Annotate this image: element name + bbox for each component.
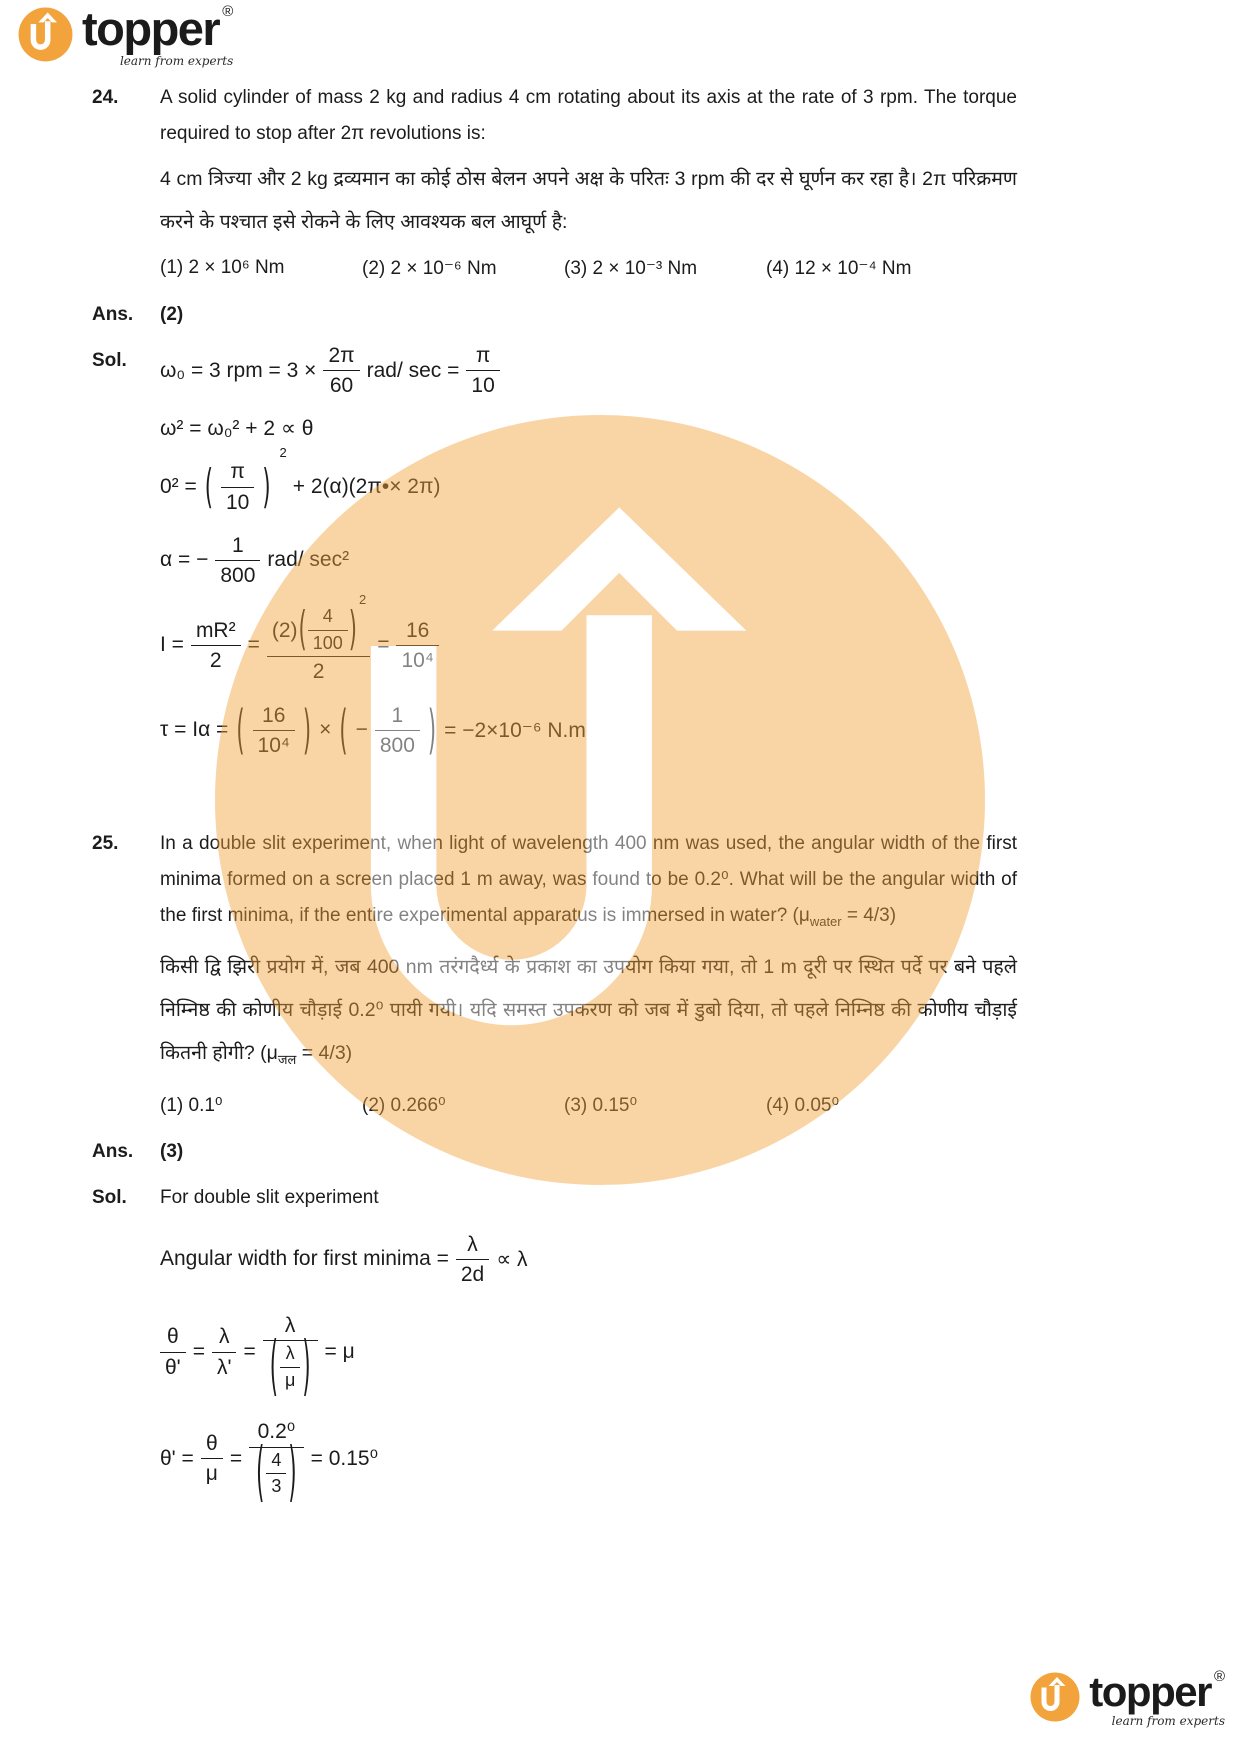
option-4: (4) 0.05⁰ — [766, 1094, 840, 1116]
solution-label: Sol. — [92, 350, 127, 371]
open-paren: ( — [204, 460, 213, 514]
fraction: $\frac{\pi}{10}$ — [466, 343, 499, 398]
question-number: 25. — [92, 832, 119, 854]
formula-text: Angular width for first minima = — [160, 1247, 449, 1271]
fraction: $\frac{\lambda}{\lambda'}$ — [212, 1324, 237, 1379]
logo-tagline: learn from experts — [1111, 1714, 1225, 1728]
formula-moment-of-inertia — [160, 592, 1017, 684]
solution-intro: For double slit experiment — [160, 1186, 379, 1208]
logo-wordmark — [1089, 1668, 1225, 1728]
fraction: 4 100 — [308, 606, 348, 654]
logo-circle-arrow-icon — [18, 7, 73, 62]
question-text-hindi: किसी द्वि झिरी प्रयोग में, जब 400 nm तरंगदैर्ध्य के प्रकाश का उपयोग किया गया, तो 1 m दूरी पर स्थित पर्दे पर बने पहले निम्निष्ठ की कोणीय चौड़ाई 0.2⁰ पायी गयी। यदि समस्त उपकरण को जब में डुबो दिया, तो पहले निम्निष्ठ की कोणीय चौड़ाई कितनी होगी? $(\mu_{जल} = 4/3)$ — [160, 955, 1017, 1067]
answer-label: Ans. — [92, 304, 134, 325]
options-row — [160, 257, 1017, 280]
mu-subscript: water — [809, 913, 842, 929]
fraction: $\frac{1}{800}$ — [375, 703, 420, 758]
formula-text: ω² = ω₀² + 2 ∝ θ — [160, 417, 314, 441]
fraction: 4 3 — [266, 1450, 286, 1498]
option-3: (3) 2 × 10⁻³ Nm — [564, 258, 698, 279]
fraction: $\frac{16}{\text{10⁴}}$ — [396, 618, 438, 673]
formula-torque — [160, 700, 1017, 761]
question-25 — [92, 826, 1017, 1516]
formula-text: τ = Iα = — [160, 718, 229, 742]
solution-label: Sol. — [92, 1186, 127, 1208]
logo-wordmark — [82, 2, 234, 68]
logo-tagline: learn from experts — [119, 53, 234, 68]
formula-text: θ' = — [160, 1446, 194, 1470]
exponent: 2 — [358, 592, 367, 608]
formula-result: = 0.15⁰ — [310, 1447, 378, 1470]
options-row — [160, 1094, 1017, 1117]
fraction: λ μ — [280, 1343, 300, 1391]
close-paren: ) — [427, 700, 437, 761]
formula-alpha — [160, 533, 1017, 588]
question-text-hindi: 4 cm त्रिज्या और 2 kg द्रव्यमान का कोई ठोस बेलन अपने अक्ष के परितः 3 rpm की दर से घूर्णन कर रहा है। 2π परिक्रमण करने के पश्चात इसे रोकने के लिए आवश्यक बल आघूर्ण है: — [160, 168, 1017, 233]
formula-angular-width — [160, 1232, 1017, 1287]
exponent: 2 — [279, 445, 287, 461]
header-logo — [18, 2, 234, 68]
logo-circle-arrow-icon — [1030, 1672, 1080, 1722]
fraction: 0.2⁰ ( 4 3 ) — [249, 1419, 303, 1497]
equals: = — [229, 1446, 243, 1470]
mu-subscript: जल — [277, 1051, 297, 1067]
close-paren: ) — [288, 1434, 297, 1509]
equals: = — [247, 633, 260, 657]
formula-text: α = − — [160, 548, 209, 572]
answer-value: (2) — [160, 304, 184, 325]
close-paren: ) — [302, 700, 312, 761]
option-1: (1) 0.1⁰ — [160, 1094, 223, 1116]
option-3: (3) 0.15⁰ — [564, 1094, 638, 1116]
fraction: $\frac{\theta}{\theta'}$ — [160, 1324, 186, 1379]
fraction: λ ( λ μ ) — [263, 1313, 318, 1391]
equals-mu: = μ — [324, 1340, 355, 1364]
minus-sign: − — [355, 718, 368, 742]
open-paren: ( — [339, 700, 348, 761]
close-paren: ) — [302, 1328, 311, 1403]
open-paren: ( — [256, 1434, 265, 1509]
formula-text: rad/ sec = — [366, 358, 460, 382]
option-2: (2) 2 × 10⁻⁶ Nm — [362, 258, 497, 279]
equals: = — [377, 633, 390, 657]
close-paren: ) — [348, 602, 357, 656]
questions-content — [92, 80, 1017, 1516]
formula-text: I = — [160, 633, 184, 657]
close-paren: ) — [262, 460, 271, 514]
formula-text: ∝ λ — [496, 1247, 528, 1271]
coefficient: (2) — [271, 618, 298, 642]
registered-mark: ® — [1213, 1668, 1225, 1686]
registered-mark: ® — [222, 3, 234, 20]
question-text-english: A solid cylinder of mass 2 kg and radius 4 cm rotating about its axis at the rate of 3 rpm. The torque required to stop after 2π revolutions is: — [160, 87, 1017, 144]
question-24 — [92, 80, 1017, 776]
fraction: $\frac{\lambda}{2d}$ — [456, 1232, 489, 1287]
logo-name: topper — [1089, 1668, 1211, 1716]
option-2: (2) 0.266⁰ — [362, 1094, 446, 1116]
fraction: π 10 — [221, 459, 254, 514]
formula-theta-ratio — [160, 1313, 1017, 1403]
fraction: $\frac{\text{mR²}}{2}$ — [191, 618, 241, 673]
fraction: $\frac{\theta}{\mu}$ — [201, 1431, 223, 1486]
formula-text: rad/ sec² — [267, 548, 350, 572]
logo-name: topper — [82, 2, 220, 55]
times-sign: × — [319, 718, 332, 742]
option-1: (1) 2 × 10⁶ Nm — [160, 257, 285, 278]
fraction: $\frac{1}{800}$ — [215, 533, 260, 588]
fraction: (2) ( 4 100 ) 2 2 — [267, 606, 370, 684]
question-number: 24. — [92, 87, 119, 108]
equals: = — [243, 1340, 256, 1364]
formula-text: ω₀ = 3 rpm = 3 × — [160, 358, 317, 382]
footer-logo — [1030, 1668, 1225, 1728]
formula-text: + 2(α)(2π•× 2π) — [292, 475, 441, 499]
option-4: (4) 12 × 10⁻⁴ Nm — [766, 258, 912, 279]
formula-omega-squared — [160, 416, 1017, 441]
open-paren: ( — [236, 700, 245, 761]
formula-theta-prime — [160, 1419, 1017, 1509]
open-paren: ( — [269, 1328, 278, 1403]
formula-text: 0² = — [160, 475, 197, 499]
formula-text: = −2×10⁻⁶ N.m — [444, 718, 586, 742]
formula-zero-squared — [160, 445, 1017, 514]
answer-value: (3) — [160, 1140, 184, 1162]
fraction: 16 10⁴ — [253, 703, 295, 758]
open-paren: ( — [298, 602, 307, 656]
equals: = — [192, 1340, 205, 1364]
formula-omega0 — [160, 343, 1017, 398]
answer-label: Ans. — [92, 1140, 134, 1162]
fraction: $\frac{2\pi}{60}$ — [323, 343, 359, 398]
question-text-english: In a double slit experiment, when light of wavelength 400 nm was used, the angular width of the first minima formed on a screen placed 1 m away, was found to be 0.2⁰. What will be the angular width of the first minima, if the entire experimental apparatus is immersed in water? $(\mu_{water} = 4/3)$ — [160, 832, 1017, 929]
